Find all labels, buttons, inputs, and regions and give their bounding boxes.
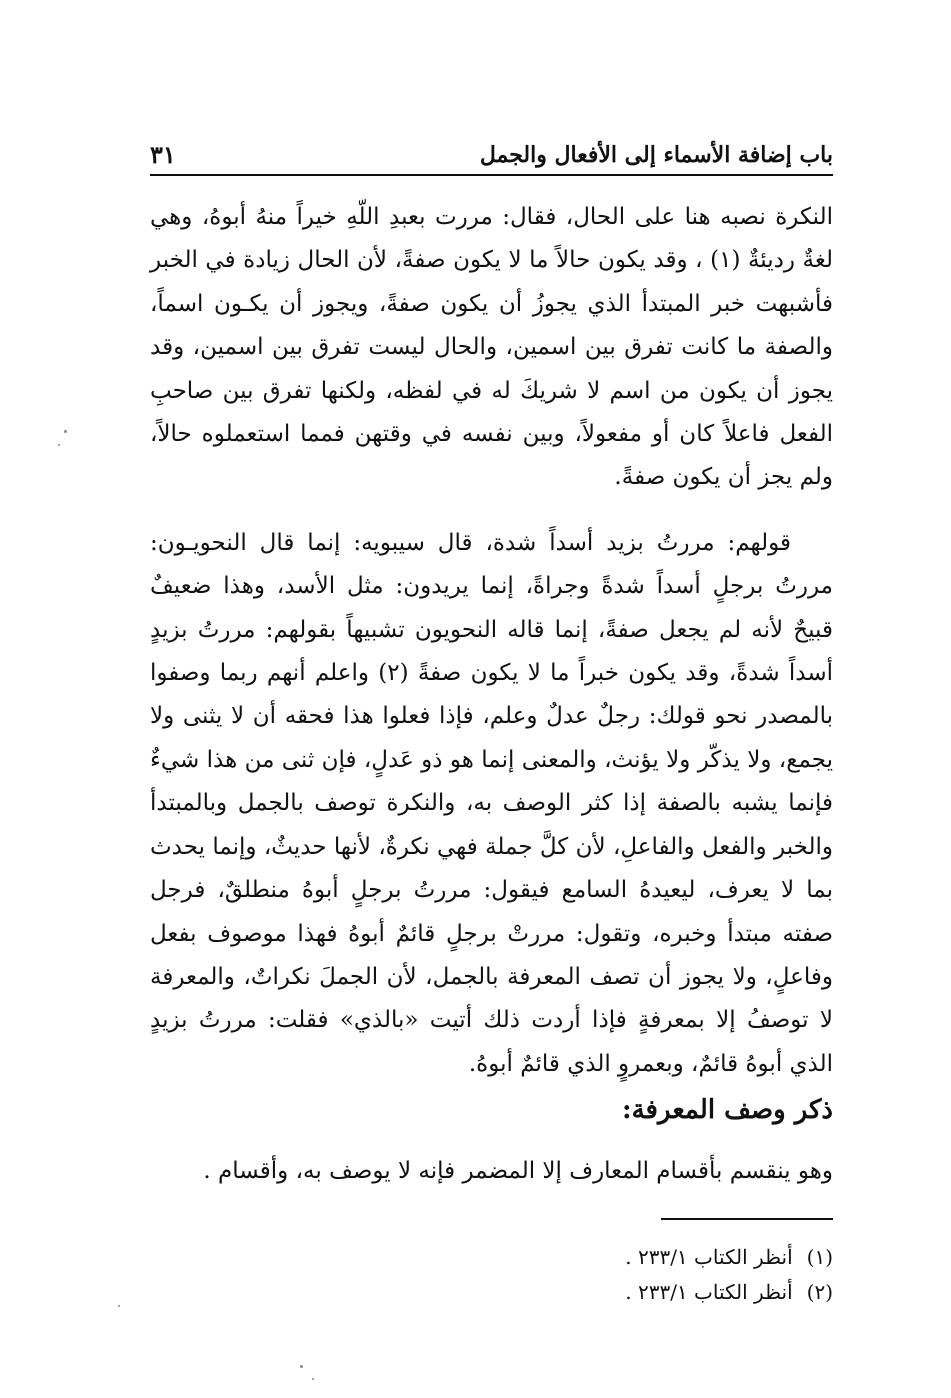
footnote-divider [661,1218,833,1220]
section-paragraph: وهو ينقسم بأقسام المعارف إلا المضمر فإنه لا يوصف به، وأقسام . [203,1158,833,1184]
footnote-text: أنظر الكتاب ٢٣٣/١ . [625,1245,793,1269]
footnote-number: (٢) [806,1280,833,1304]
footnote-2 [150,1275,833,1310]
scan-speck [300,1365,303,1368]
chapter-title: باب إضافة الأسماء إلى الأفعال والجمل [479,142,833,168]
scan-speck [64,430,67,433]
footnote-text: أنظر الكتاب ٢٣٣/١ . [625,1280,793,1304]
scan-speck [312,1378,314,1380]
body-text [150,196,833,1086]
footnote-1 [150,1240,833,1275]
footnotes [150,1240,833,1310]
paragraph-1: النكرة نصبه هنا على الحال، فقال: مررت بعبدِ اللّهِ خيراً منهُ أبوهُ، وهي لغةٌ رديئةٌ (١) ، وقد يكون حالاً ما لا يكون صفةً، لأن الحال زيادة في الخبر فأشبهت خبر المبتدأ الذي يجوزُ أن يكون صفةً، ويجوز أن يكـون اسماً، والصفة ما كانت تفرق بين اسمين، والحال ليست تفرق بين اسمين، وقد يجوز أن يكون من اسم لا شريكَ له في لفظه، ولكنها تفرق بين صاحبِ الفعل فاعلاً كان أو مفعولاً، وبين نفسه في وقتهن فمما استعملوه حالاً، ولم يجز أن يكون صفةً. [150,204,833,491]
page-number: ٣١ [150,140,176,169]
section-heading: ذكر وصف المعرفة: [622,1095,833,1125]
scan-speck [58,444,60,446]
running-header [150,138,833,176]
footnote-number: (١) [806,1245,833,1269]
scan-speck [118,1305,120,1307]
paragraph-2: قولهم: مررتُ بزيد أسداً شدة، قال سيبويه: إنما قال النحويـون: مررتُ برجلٍ أسداً شدةً وجراةً، إنما يريدون: مثل الأسد، وهذا ضعيفٌ قبيحٌ لأنه لم يجعل صفةً، إنما قاله النحويون تشبيهاً بقولهم: مررتُ بزيدٍ أسداً شدةً، وقد يكون خبراً ما لا يكون صفةً (٢) واعلم أنهم ربما وصفوا بالمصدر نحو قولك: رجلٌ عدلٌ وعلم، فإذا فعلوا هذا فحقه أن لا يثنى ولا يجمع، ولا يذكّر ولا يؤنث، والمعنى إنما هو ذو عَدلٍ، فإن ثنى من هذا شيءٌ فإنما يشبه بالصفة إذا كثر الوصف به، والنكرة توصف بالجمل وبالمبتدأ والخبر والفعل والفاعلِ، لأن كلَّ جملة فهي نكرةٌ، لأنها حديثٌ، وإنما يحدث بما لا يعرف، ليعيدهُ السامع فيقول: مررتُ برجلٍ أبوهُ منطلقٌ، فرجل صفته مبتدأ وخبره، وتقول: مررتْ برجلٍ قائمٌ أبوهُ فهذا موصوف بفعل وفاعلٍ، ولا يجوز أن تصف المعرفة بالجمل، لأن الجملَ نكراتٌ، والمعرفة لا توصفُ إلا بمعرفةٍ فإذا أردت ذلك أتيت «بالذي» فقلت: مررتُ بزيدٍ الذي أبوهُ قائمٌ، وبعمروٍ الذي قائمٌ أبوهُ. [150,529,833,1077]
